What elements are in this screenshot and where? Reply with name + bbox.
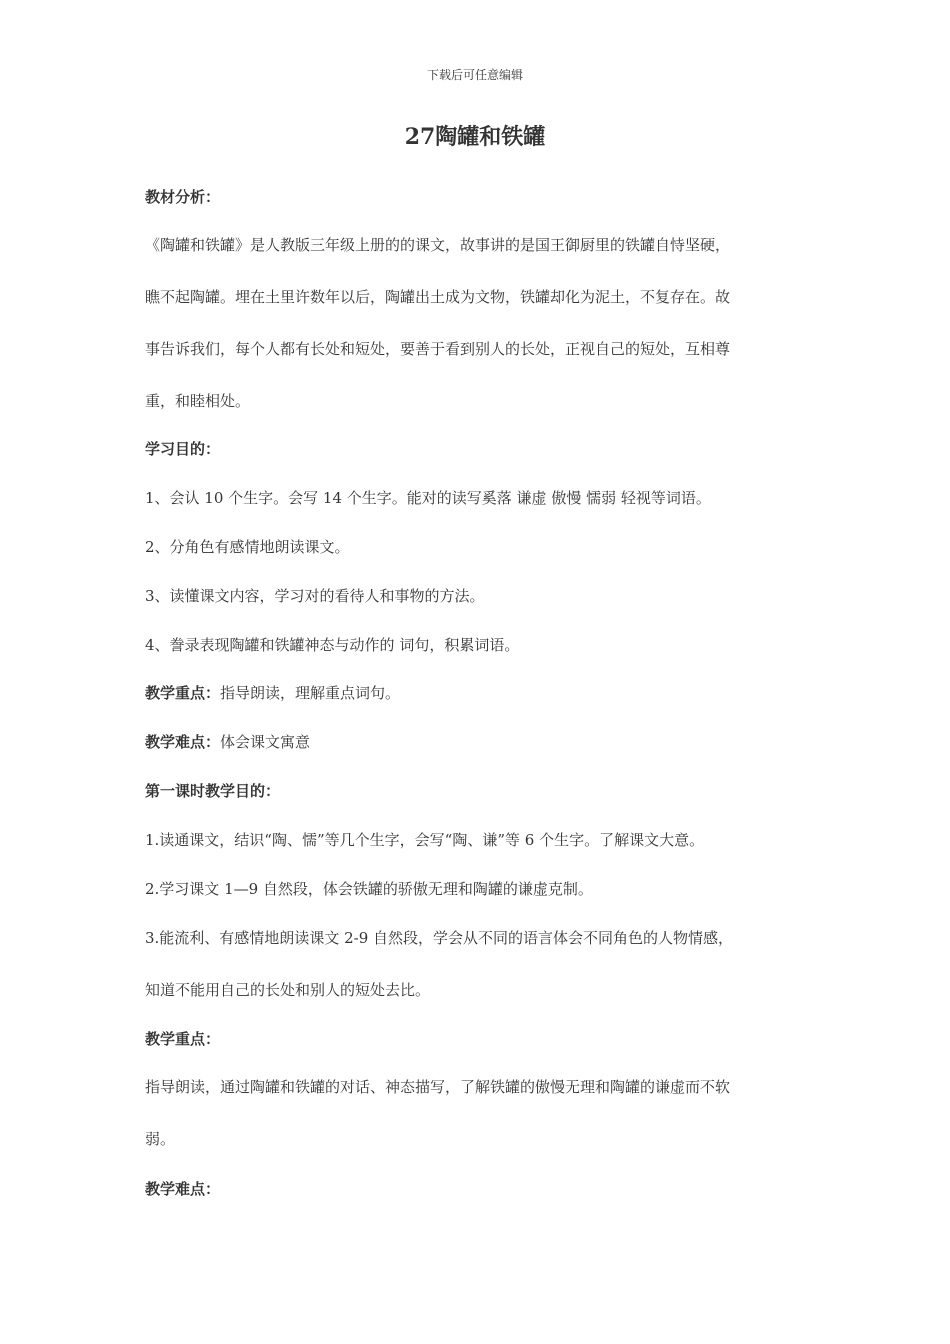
key-point-label: 教学重点：	[145, 684, 221, 702]
goal-item: 2、分角色有感情地朗读课文。	[145, 538, 350, 556]
lesson1-item: 3.能流利、有感情地朗读课文 2-9 自然段，学会从不同的语言体会不同角色的人物情感，	[145, 929, 734, 947]
goal-item: 4、誊录表现陶罐和铁罐神态与动作的 词句，积累词语。	[145, 636, 520, 654]
lesson1-key-line: 指导朗读，通过陶罐和铁罐的对话、神态描写，了解铁罐的傲慢无理和陶罐的谦虚而不软	[145, 1078, 731, 1096]
key-point	[145, 682, 810, 703]
analysis-line: 《陶罐和铁罐》是人教版三年级上册的的课文，故事讲的是国王御厨里的铁罐自恃坚硬，	[145, 236, 731, 254]
goal-item: 1、会认 10 个生字。会写 14 个生字。能对的读写奚落 谦虚 傲慢 懦弱 轻视等词语。	[145, 489, 711, 507]
header-note: 下载后可任意编辑	[426, 68, 523, 82]
lesson1-difficulty-heading: 教学难点：	[145, 1180, 221, 1198]
lesson1-heading: 第一课时教学目的：	[145, 782, 281, 800]
analysis-line: 重，和睦相处。	[145, 392, 251, 410]
analysis-line: 事告诉我们，每个人都有长处和短处，要善于看到别人的长处，正视自己的短处，互相尊	[145, 340, 731, 358]
lesson1-key-line: 弱。	[145, 1130, 176, 1148]
difficulty-label: 教学难点：	[145, 733, 221, 751]
difficulty	[145, 731, 810, 752]
analysis-heading: 教材分析：	[145, 188, 221, 206]
goal-item: 3、读懂课文内容，学习对的看待人和事物的方法。	[145, 587, 485, 605]
difficulty-text: 体会课文寓意	[220, 733, 311, 751]
key-point-text: 指导朗读，理解重点词句。	[220, 684, 401, 702]
lesson1-item: 1.读通课文，结识“陶、懦”等几个生字，会写“陶、谦”等 6 个生字。了解课文大意。	[145, 831, 705, 849]
lesson1-item: 2.学习课文 1—9 自然段，体会铁罐的骄傲无理和陶罐的谦虚克制。	[145, 880, 593, 898]
lesson1-item: 知道不能用自己的长处和别人的短处去比。	[145, 981, 431, 999]
document-title: 27陶罐和铁罐	[404, 124, 546, 150]
goals-heading: 学习目的：	[145, 440, 221, 458]
lesson1-key-heading: 教学重点：	[145, 1030, 221, 1048]
analysis-line: 瞧不起陶罐。埋在土里许数年以后，陶罐出土成为文物，铁罐却化为泥土，不复存在。故	[145, 288, 731, 306]
